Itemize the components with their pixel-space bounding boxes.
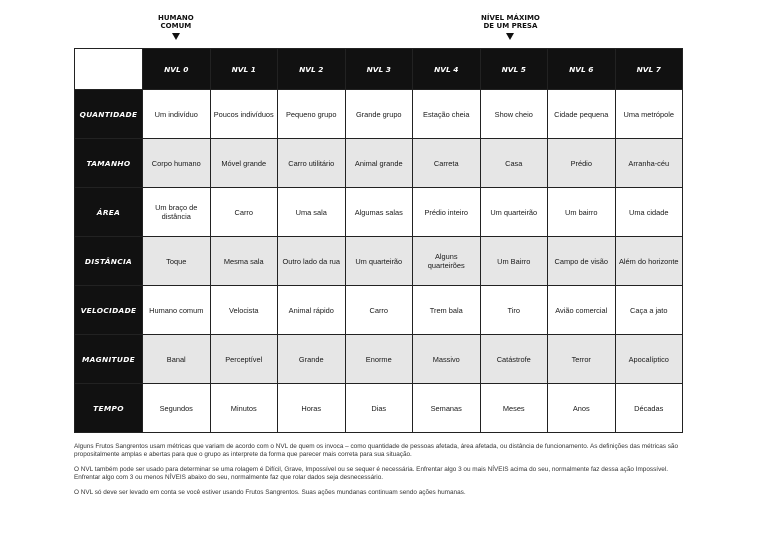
table-cell: Prédio inteiro [413,188,481,237]
table-cell: Show cheio [480,90,548,139]
table-cell: Prédio [548,139,616,188]
column-header-nvl-2: NVL 2 [278,49,346,90]
table-cell: Humano comum [143,286,211,335]
table-cell: Perceptível [210,335,278,384]
table-cell: Toque [143,237,211,286]
table-cell: Apocalíptico [615,335,683,384]
table-cell: Uma sala [278,188,346,237]
marker-label-line1: NÍVEL MÁXIMO [481,14,540,22]
table-cell: Animal rápido [278,286,346,335]
table-cell: Estação cheia [413,90,481,139]
note-paragraph: Alguns Frutos Sangrentos usam métricas que variam de acordo com o NVL de quem os invoca – como quantidade de pessoas afetada, área afetada, ou distância de funcionamento. As definições das métricas são propositalmente amplas e abertas para que o grupo as interprete da forma que parecer mais correta para sua situação. [74,443,679,459]
marker-label-line2: DE UM PRESA [483,22,538,30]
table-cell: Animal grande [345,139,413,188]
table-cell: Semanas [413,384,481,433]
marker-humano-comum [158,14,194,40]
table-cell: Arranha-céu [615,139,683,188]
note-paragraph: O NVL também pode ser usado para determinar se uma rolagem é Difícil, Grave, Impossível ou se sequer é necessária. Enfrentar algo 3 ou mais NÍVEIS acima do seu, normalmente faz dessa ação Impossível. Enfrentar algo com 3 ou menos NÍVEIS abaixo do seu, normalmente faz que rolar dados seja desnecessário. [74,465,669,482]
arrow-down-icon [506,33,514,40]
table-cell: Décadas [615,384,683,433]
row-header-área: ÁREA [75,188,143,237]
column-header-nvl-4: NVL 4 [413,49,481,90]
arrow-down-icon [172,33,180,40]
table-cell: Minutos [210,384,278,433]
table-cell: Enorme [345,335,413,384]
table-cell: Tiro [480,286,548,335]
nvl-table [74,48,683,433]
table-cell: Casa [480,139,548,188]
table-cell: Trem bala [413,286,481,335]
table-cell: Avião comercial [548,286,616,335]
column-header-nvl-1: NVL 1 [210,49,278,90]
table-cell: Um quarteirão [480,188,548,237]
column-header-nvl-5: NVL 5 [480,49,548,90]
table-cell: Massivo [413,335,481,384]
marker-nivel-maximo [481,14,540,40]
marker-label-line1: HUMANO [158,14,194,22]
table-cell: Carro utilitário [278,139,346,188]
nvl-table-body [75,49,683,433]
table-cell: Um bairro [548,188,616,237]
table-cell: Carro [210,188,278,237]
table-cell: Mesma sala [210,237,278,286]
table-cell: Carro [345,286,413,335]
table-cell: Campo de visão [548,237,616,286]
table-cell: Velocista [210,286,278,335]
table-cell: Cidade pequena [548,90,616,139]
table-cell: Móvel grande [210,139,278,188]
table-row [75,90,683,139]
column-header-nvl-6: NVL 6 [548,49,616,90]
table-cell: Segundos [143,384,211,433]
table-row [75,335,683,384]
table-cell: Grande grupo [345,90,413,139]
column-header-nvl-3: NVL 3 [345,49,413,90]
table-cell: Um braço de distância [143,188,211,237]
table-cell: Carreta [413,139,481,188]
table-row [75,237,683,286]
header-row [75,49,683,90]
row-header-velocidade: VELOCIDADE [75,286,143,335]
table-cell: Dias [345,384,413,433]
table-cell: Além do horizonte [615,237,683,286]
table-cell: Um Bairro [480,237,548,286]
table-cell: Alguns quarteirões [413,237,481,286]
table-cell: Banal [143,335,211,384]
column-header-nvl-7: NVL 7 [615,49,683,90]
row-header-quantidade: QUANTIDADE [75,90,143,139]
table-row [75,384,683,433]
table-cell: Um indivíduo [143,90,211,139]
table-cell: Corpo humano [143,139,211,188]
row-header-distância: DISTÂNCIA [75,237,143,286]
note-paragraph: O NVL só deve ser levado em conta se você estiver usando Frutos Sangrentos. Suas ações mundanas continuam sendo ações humanas. [74,488,466,496]
table-cell: Catástrofe [480,335,548,384]
corner-cell [75,49,143,90]
column-header-nvl-0: NVL 0 [143,49,211,90]
notes [74,443,686,503]
table-cell: Caça a jato [615,286,683,335]
table-row [75,188,683,237]
table-cell: Algumas salas [345,188,413,237]
table-row [75,139,683,188]
table-cell: Outro lado da rua [278,237,346,286]
row-header-tempo: TEMPO [75,384,143,433]
marker-label-line2: COMUM [160,22,192,30]
table-cell: Uma metrópole [615,90,683,139]
table-cell: Poucos indivíduos [210,90,278,139]
table-row [75,286,683,335]
table-cell: Um quarteirão [345,237,413,286]
table-cell: Grande [278,335,346,384]
row-header-magnitude: MAGNITUDE [75,335,143,384]
table-cell: Anos [548,384,616,433]
row-header-tamanho: TAMANHO [75,139,143,188]
table-cell: Pequeno grupo [278,90,346,139]
table-cell: Uma cidade [615,188,683,237]
table-cell: Terror [548,335,616,384]
table-cell: Horas [278,384,346,433]
table-cell: Meses [480,384,548,433]
